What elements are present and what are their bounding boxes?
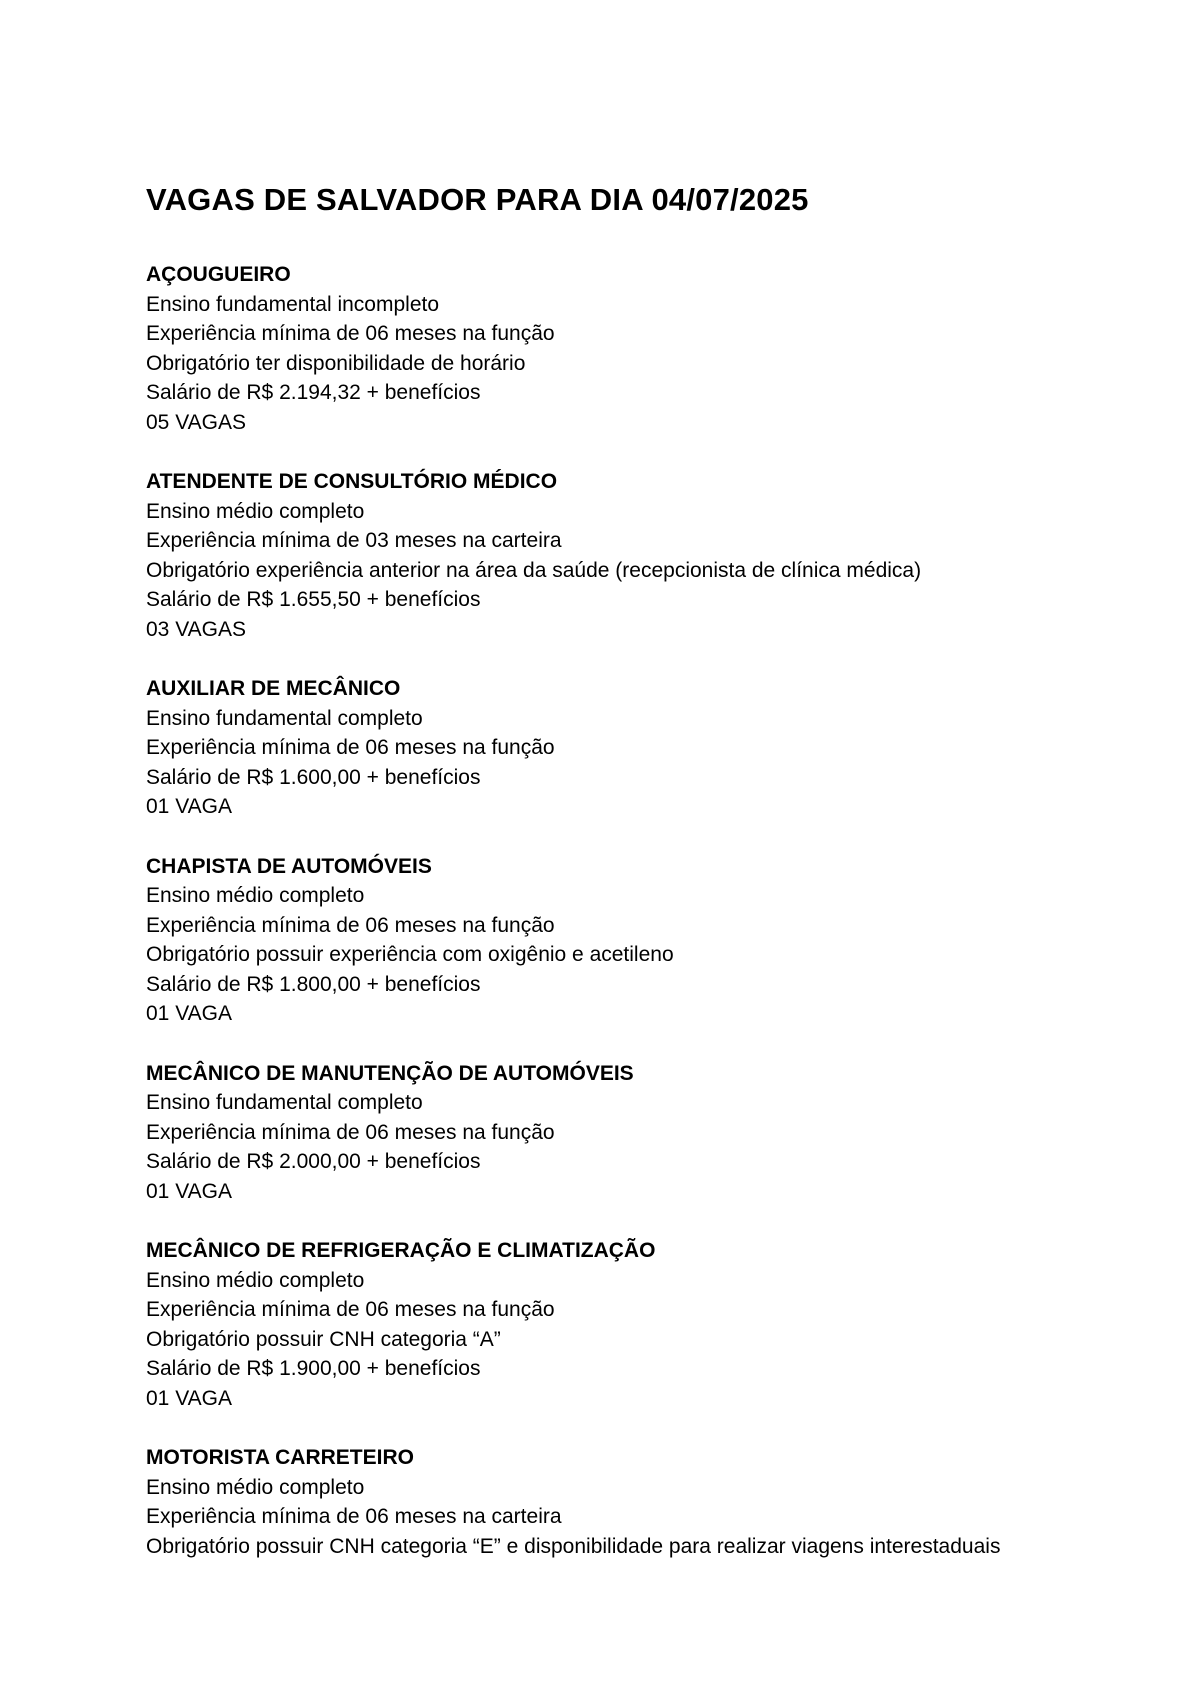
job-title: AUXILIAR DE MECÂNICO [146, 677, 401, 700]
job-requirement: Obrigatório experiência anterior na área da saúde (recepcionista de clínica médica) [146, 558, 922, 582]
job-experience: Experiência mínima de 06 meses na função [146, 736, 555, 759]
job-listing-acougueiro [146, 260, 1146, 437]
job-education: Ensino fundamental completo [146, 1091, 423, 1114]
job-listing-atendente-consultorio [146, 467, 1146, 644]
job-openings: 01 VAGA [146, 795, 232, 818]
job-requirement: Obrigatório ter disponibilidade de horário [146, 351, 526, 375]
page-title: VAGAS DE SALVADOR PARA DIA 04/07/2025 [146, 182, 809, 217]
job-title: MECÂNICO DE MANUTENÇÃO DE AUTOMÓVEIS [146, 1061, 634, 1085]
job-openings: 03 VAGAS [146, 617, 246, 641]
job-salary: Salário de R$ 1.600,00 + benefícios [146, 765, 481, 789]
job-experience: Experiência mínima de 06 meses na carteira [146, 1505, 562, 1528]
job-openings: 01 VAGA [146, 1002, 232, 1025]
job-listing-auxiliar-mecanico [146, 674, 1146, 822]
job-listing-mecanico-refrigeracao [146, 1236, 1146, 1413]
job-requirement: Obrigatório possuir CNH categoria “A” [146, 1327, 501, 1351]
job-education: Ensino médio completo [146, 884, 365, 907]
job-experience: Experiência mínima de 06 meses na função [146, 1120, 555, 1144]
job-experience: Experiência mínima de 06 meses na função [146, 322, 555, 345]
job-listing-chapista [146, 852, 1146, 1029]
job-listing-mecanico-manutencao [146, 1059, 1146, 1207]
job-requirement: Obrigatório possuir experiência com oxigênio e acetileno [146, 943, 674, 966]
job-title: AÇOUGUEIRO [146, 263, 291, 286]
job-education: Ensino médio completo [146, 499, 365, 523]
job-title: CHAPISTA DE AUTOMÓVEIS [146, 854, 432, 878]
job-experience: Experiência mínima de 03 meses na carteira [146, 529, 562, 552]
job-experience: Experiência mínima de 06 meses na função [146, 913, 555, 937]
document-page [146, 180, 1146, 1591]
job-education: Ensino fundamental completo [146, 706, 423, 730]
job-title: ATENDENTE DE CONSULTÓRIO MÉDICO [146, 470, 558, 493]
job-experience: Experiência mínima de 06 meses na função [146, 1298, 555, 1321]
job-salary: Salário de R$ 2.000,00 + benefícios [146, 1150, 481, 1173]
job-listing-motorista-carreteiro [146, 1443, 1146, 1561]
job-education: Ensino médio completo [146, 1268, 365, 1292]
job-requirement: Obrigatório possuir CNH categoria “E” e disponibilidade para realizar viagens interestaduais [146, 1534, 1001, 1558]
job-title: MOTORISTA CARRETEIRO [146, 1446, 414, 1469]
job-openings: 01 VAGA [146, 1179, 232, 1203]
job-salary: Salário de R$ 1.655,50 + benefícios [146, 588, 481, 611]
job-education: Ensino fundamental incompleto [146, 292, 440, 316]
job-education: Ensino médio completo [146, 1475, 365, 1499]
job-salary: Salário de R$ 2.194,32 + benefícios [146, 381, 481, 404]
job-title: MECÂNICO DE REFRIGERAÇÃO E CLIMATIZAÇÃO [146, 1239, 656, 1262]
job-openings: 05 VAGAS [146, 410, 246, 434]
job-salary: Salário de R$ 1.800,00 + benefícios [146, 972, 481, 996]
job-salary: Salário de R$ 1.900,00 + benefícios [146, 1357, 481, 1380]
job-openings: 01 VAGA [146, 1386, 232, 1410]
